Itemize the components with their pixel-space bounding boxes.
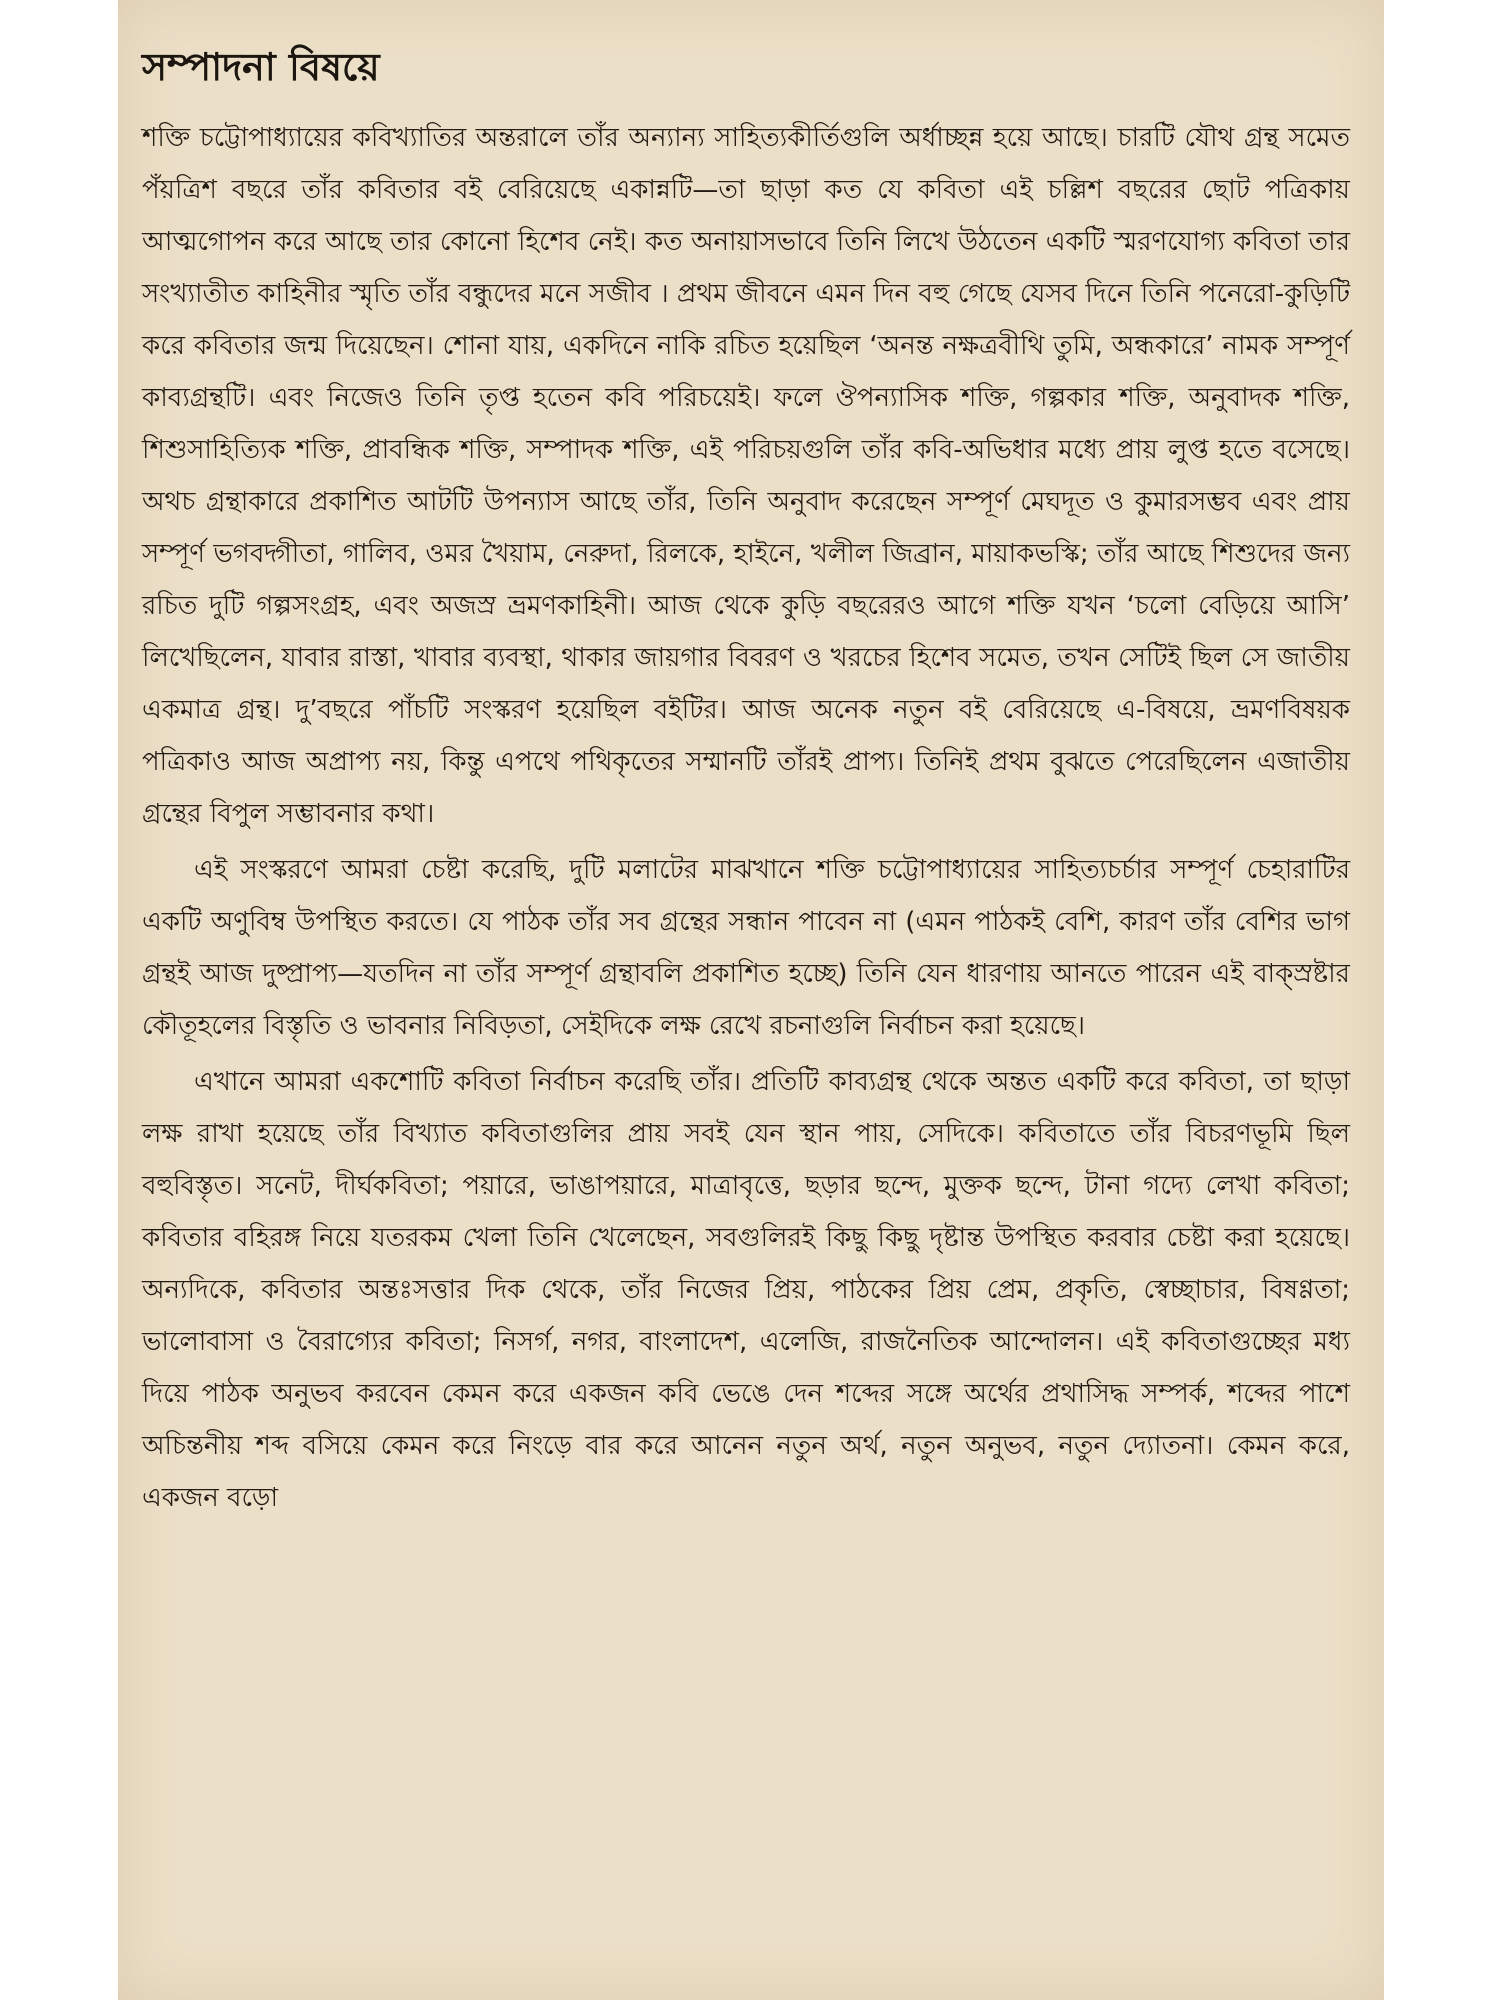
paragraph: এই সংস্করণে আমরা চেষ্টা করেছি, দুটি মলাটের মাঝখানে শক্তি চট্টোপাধ্যায়ের সাহিত্যচর্চার সম্পূর্ণ চেহারাটির একটি অণুবিম্ব উপস্থিত করতে। যে পাঠক তাঁর সব গ্রন্থের সন্ধান পাবেন না (এমন পাঠকই বেশি, কারণ তাঁর বেশির ভাগ গ্রন্থই আজ দুষ্প্রাপ্য—যতদিন না তাঁর সম্পূর্ণ গ্রন্থাবলি প্রকাশিত হচ্ছে) তিনি যেন ধারণায় আনতে পারেন এই বাক্স্রষ্টার কৌতূহলের বিস্তৃতি ও ভাবনার নিবিড়তা, সেইদিকে লক্ষ রেখে রচনাগুলি নির্বাচন করা হয়েছে। — [142, 855, 1350, 1041]
paragraph: এখানে আমরা একশোটি কবিতা নির্বাচন করেছি তাঁর। প্রতিটি কাব্যগ্রন্থ থেকে অন্তত একটি করে কবিতা, তা ছাড়া লক্ষ রাখা হয়েছে তাঁর বিখ্যাত কবিতাগুলির প্রায় সবই যেন স্থান পায়, সেদিকে। কবিতাতে তাঁর বিচরণভূমি ছিল বহুবিস্তৃত। সনেট, দীর্ঘকবিতা; পয়ারে, ভাঙাপয়ারে, মাত্রাবৃত্তে, ছড়ার ছন্দে, মুক্তক ছন্দে, টানা গদ্যে লেখা কবিতা; কবিতার বহিরঙ্গ নিয়ে যতরকম খেলা তিনি খেলেছেন, সবগুলিরই কিছু কিছু দৃষ্টান্ত উপস্থিত করবার চেষ্টা করা হয়েছে। অন্যদিকে, কবিতার অন্তঃসত্তার দিক থেকে, তাঁর নিজের প্রিয়, পাঠকের প্রিয় প্রেম, প্রকৃতি, স্বেচ্ছাচার, বিষণ্ণতা; ভালোবাসা ও বৈরাগ্যের কবিতা; নিসর্গ, নগর, বাংলাদেশ, এলেজি, রাজনৈতিক আন্দোলন। এই কবিতাগুচ্ছের মধ্য দিয়ে পাঠক অনুভব করবেন কেমন করে একজন কবি ভেঙে দেন শব্দের সঙ্গে অর্থের প্রথাসিদ্ধ সম্পর্ক, শব্দের পাশে অচিন্তনীয় শব্দ বসিয়ে কেমন করে নিংড়ে বার করে আনেন নতুন অর্থ, নতুন অনুভব, নতুন দ্যোতনা। কেমন করে, একজন বড়ো — [142, 1067, 1350, 1513]
book-page — [118, 0, 1384, 2000]
body-text — [142, 112, 1350, 1524]
paragraph: শক্তি চট্টোপাধ্যায়ের কবিখ্যাতির অন্তরালে তাঁর অন্যান্য সাহিত্যকীর্তিগুলি অর্ধাচ্ছন্ন হয়ে আছে। চারটি যৌথ গ্রন্থ সমেত পঁয়ত্রিশ বছরে তাঁর কবিতার বই বেরিয়েছে একান্নটি—তা ছাড়া কত যে কবিতা এই চল্লিশ বছরের ছোট পত্রিকায় আত্মগোপন করে আছে তার কোনো হিশেব নেই। কত অনায়াসভাবে তিনি লিখে উঠতেন একটি স্মরণযোগ্য কবিতা তার সংখ্যাতীত কাহিনীর স্মৃতি তাঁর বন্ধুদের মনে সজীব । প্রথম জীবনে এমন দিন বহু গেছে যেসব দিনে তিনি পনেরো-কুড়িটি করে কবিতার জন্ম দিয়েছেন। শোনা যায়, একদিনে নাকি রচিত হয়েছিল ‘অনন্ত নক্ষত্রবীথি তুমি, অন্ধকারে’ নামক সম্পূর্ণ কাব্যগ্রন্থটি। এবং নিজেও তিনি তৃপ্ত হতেন কবি পরিচয়েই। ফলে ঔপন্যাসিক শক্তি, গল্পকার শক্তি, অনুবাদক শক্তি, শিশুসাহিত্যিক শক্তি, প্রাবন্ধিক শক্তি, সম্পাদক শক্তি, এই পরিচয়গুলি তাঁর কবি-অভিধার মধ্যে প্রায় লুপ্ত হতে বসেছে। অথচ গ্রন্থাকারে প্রকাশিত আটটি উপন্যাস আছে তাঁর, তিনি অনুবাদ করেছেন সম্পূর্ণ মেঘদূত ও কুমারসম্ভব এবং প্রায় সম্পূর্ণ ভগবদ্গীতা, গালিব, ওমর খৈয়াম, নেরুদা, রিলকে, হাইনে, খলীল জিব্রান, মায়াকভস্কি; তাঁর আছে শিশুদের জন্য রচিত দুটি গল্পসংগ্রহ, এবং অজস্র ভ্রমণকাহিনী। আজ থেকে কুড়ি বছরেরও আগে শক্তি যখন ‘চলো বেড়িয়ে আসি’ লিখেছিলেন, যাবার রাস্তা, খাবার ব্যবস্থা, থাকার জায়গার বিবরণ ও খরচের হিশেব সমেত, তখন সেটিই ছিল সে জাতীয় একমাত্র গ্রন্থ। দু’বছরে পাঁচটি সংস্করণ হয়েছিল বইটির। আজ অনেক নতুন বই বেরিয়েছে এ-বিষয়ে, ভ্রমণবিষয়ক পত্রিকাও আজ অপ্রাপ্য নয়, কিন্তু এপথে পথিকৃতের সম্মানটি তাঁরই প্রাপ্য। তিনিই প্রথম বুঝতে পেরেছিলেন এজাতীয় গ্রন্থের বিপুল সম্ভাবনার কথা। — [142, 123, 1350, 829]
page-title: সম্পাদনা বিষয়ে — [142, 45, 380, 89]
